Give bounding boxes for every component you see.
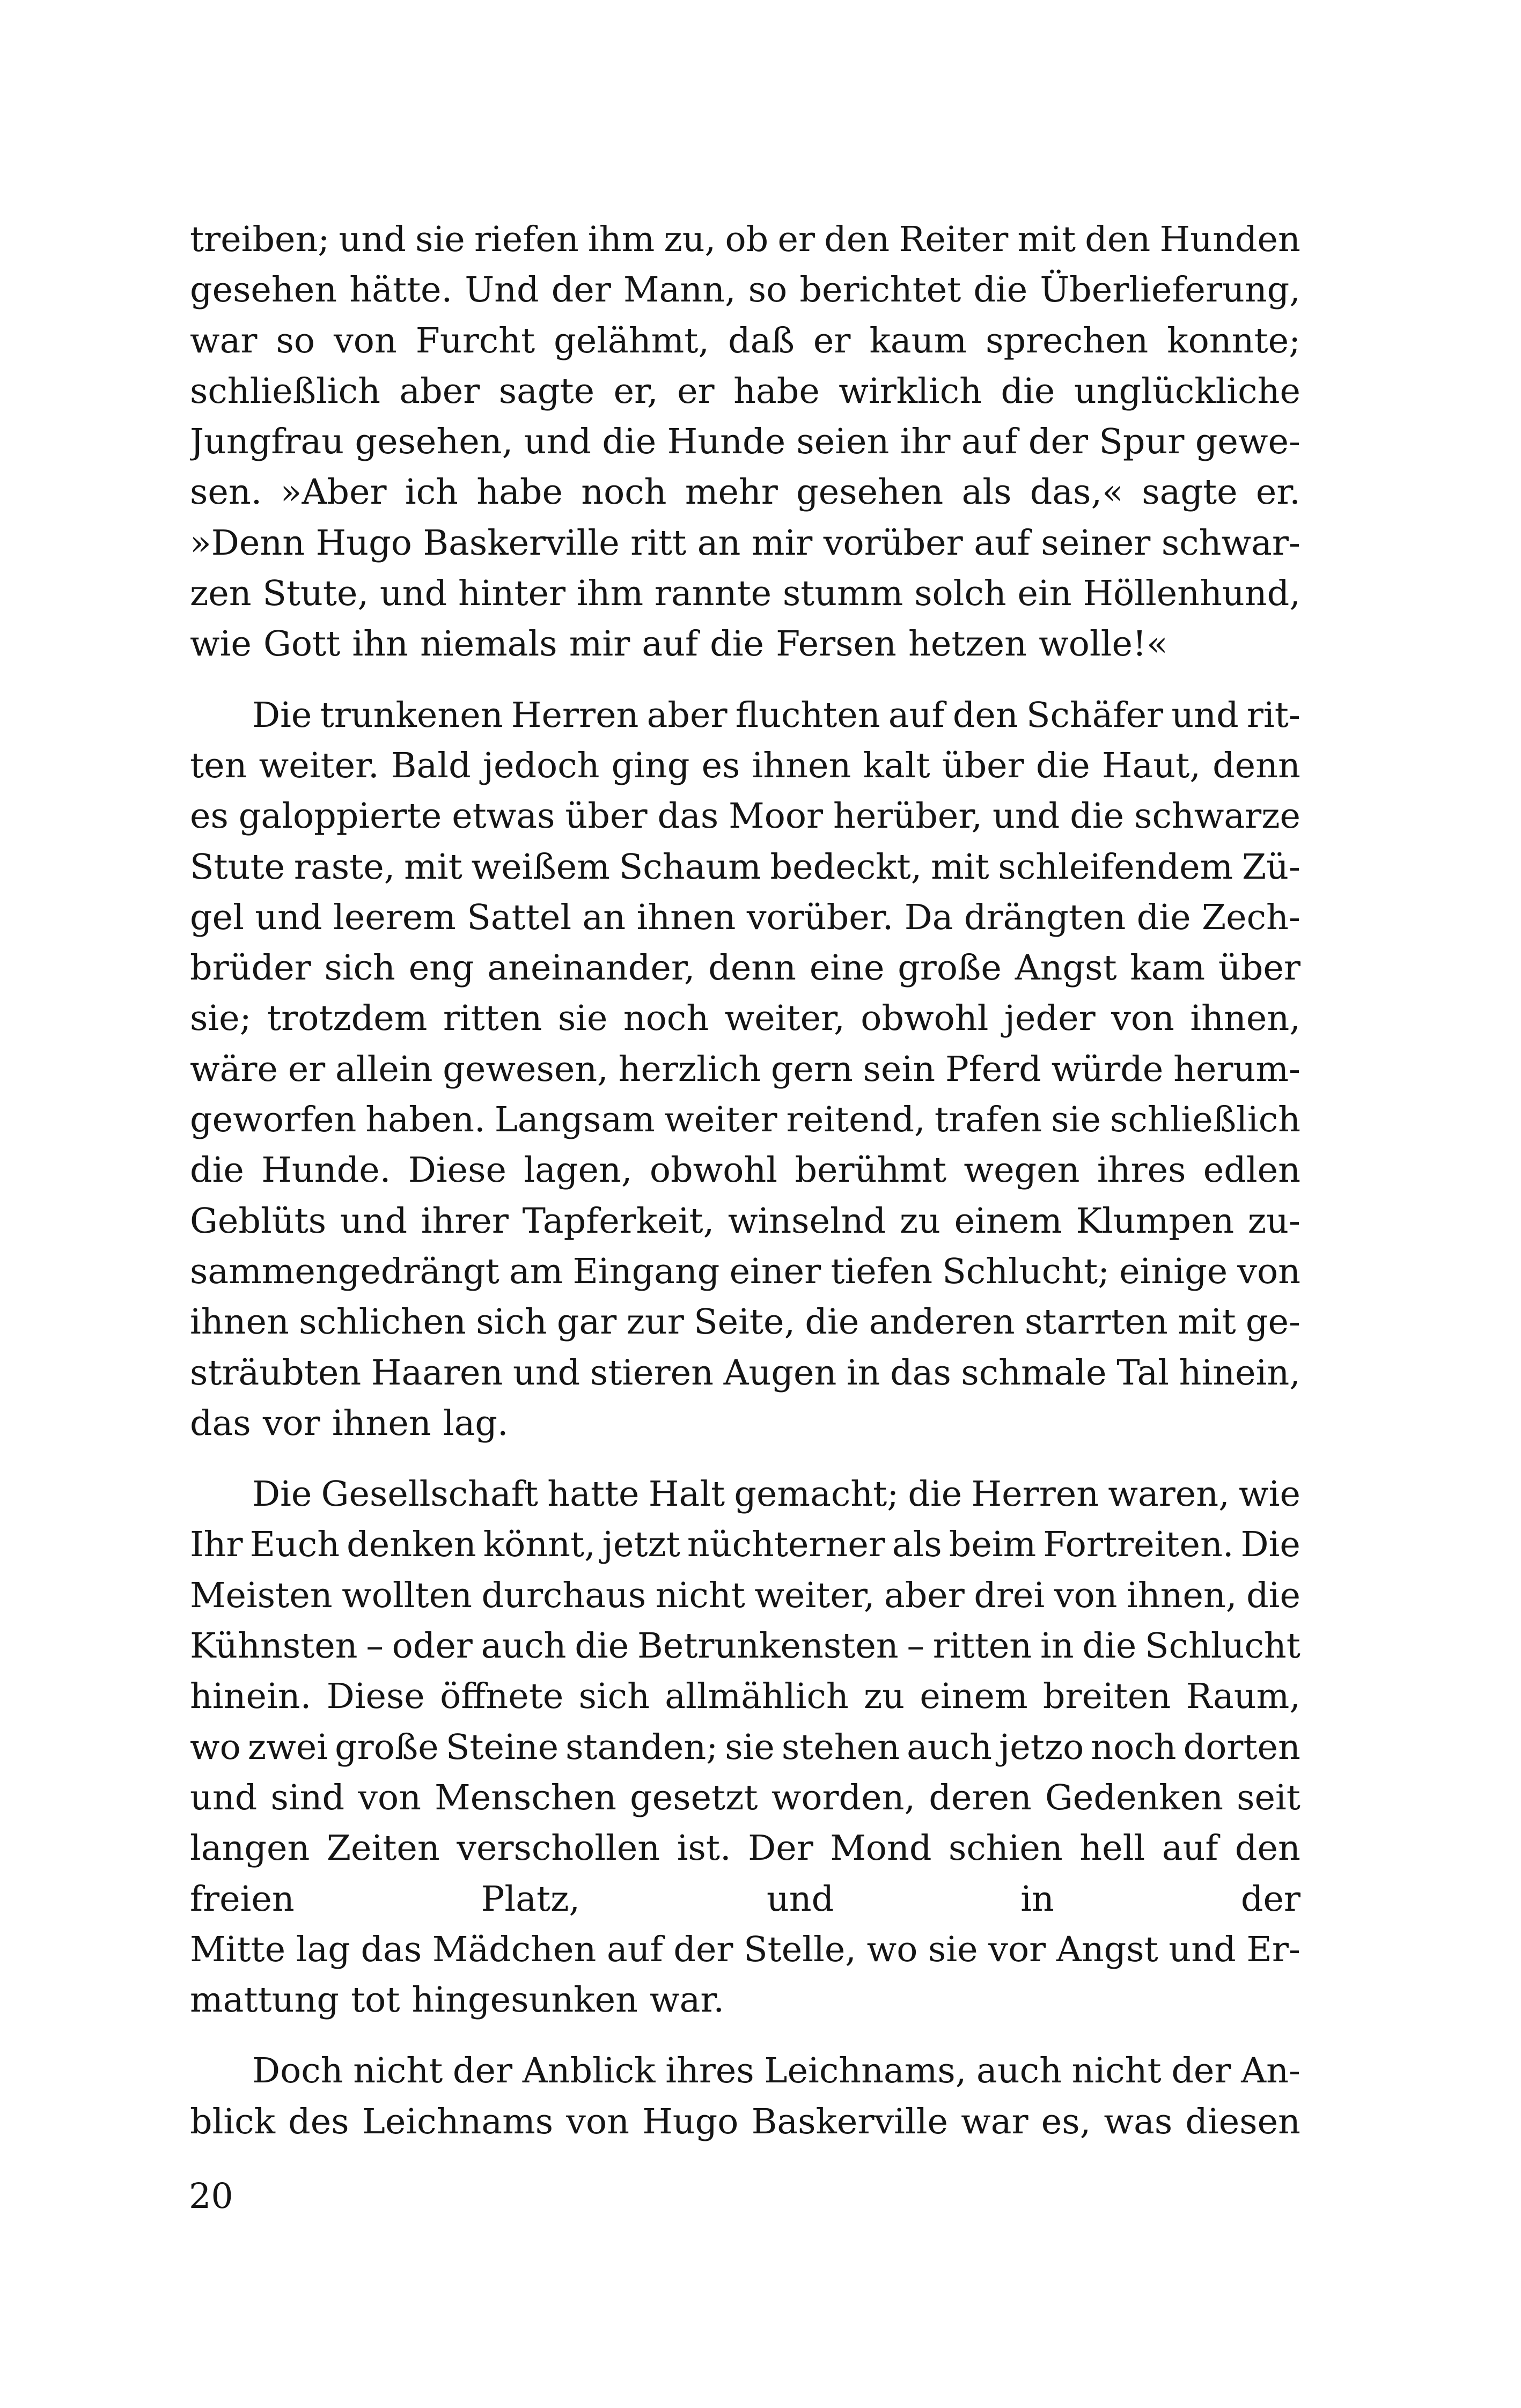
text-line: ihnen schlichen sich gar zur Seite, die anderen starrten mit ge- bbox=[190, 1302, 1300, 1343]
text-line: langen Zeiten verschollen ist. Der Mond schien hell auf den bbox=[190, 1828, 1300, 1869]
text-line: Doch nicht der Anblick ihres Leichnams, auch nicht der An- bbox=[252, 2051, 1300, 2092]
page-number: 20 bbox=[189, 2176, 233, 2216]
text-line: ten weiter. Bald jedoch ging es ihnen kalt über die Haut, denn bbox=[190, 745, 1300, 786]
text-line: blick des Leichnams von Hugo Baskerville war es, was diesen bbox=[190, 2101, 1300, 2142]
paragraph bbox=[190, 1469, 1300, 2026]
text-line: Kühnsten – oder auch die Betrunkensten – ritten in die Schlucht bbox=[190, 1626, 1300, 1667]
text-line: es galoppierte etwas über das Moor herüber, und die schwarze bbox=[190, 796, 1300, 837]
text-line: Die trunkenen Herren aber fluchten auf den Schäfer und rit- bbox=[252, 695, 1300, 735]
text-line: Geblüts und ihrer Tapferkeit, winselnd zu einem Klumpen zu- bbox=[190, 1201, 1300, 1241]
text-line: brüder sich eng aneinander, denn eine große Angst kam über bbox=[190, 948, 1300, 989]
text-line: »Denn Hugo Baskerville ritt an mir vorüber auf seiner schwar- bbox=[190, 522, 1300, 563]
text-line: war so von Furcht gelähmt, daß er kaum sprechen konnte; bbox=[190, 320, 1300, 361]
text-line: sammengedrängt am Eingang einer tiefen Schlucht; einige von bbox=[190, 1251, 1300, 1292]
text-line: Jungfrau gesehen, und die Hunde seien ihr auf der Spur gewe- bbox=[190, 422, 1300, 462]
text-line: geworfen haben. Langsam weiter reitend, trafen sie schließlich bbox=[190, 1100, 1300, 1140]
text-line: Stute raste, mit weißem Schaum bedeckt, mit schleifendem Zü- bbox=[190, 846, 1300, 887]
text-line: sträubten Haaren und stieren Augen in das schmale Tal hinein, bbox=[190, 1352, 1300, 1393]
text-line: die Hunde. Diese lagen, obwohl berühmt wegen ihres edlen bbox=[190, 1150, 1300, 1191]
text-line: treiben; und sie riefen ihm zu, ob er den Reiter mit den Hunden bbox=[190, 219, 1300, 260]
text-line: Meisten wollten durchaus nicht weiter, aber drei von ihnen, die bbox=[190, 1575, 1300, 1616]
body-text bbox=[190, 215, 1300, 2147]
paragraph bbox=[190, 215, 1300, 670]
text-line: Ihr Euch denken könnt, jetzt nüchterner als beim Fortreiten. Die bbox=[190, 1525, 1300, 1565]
text-line: schließlich aber sagte er, er habe wirklich die unglückliche bbox=[190, 371, 1300, 411]
text-line: wäre er allein gewesen, herzlich gern sein Pferd würde herum- bbox=[190, 1049, 1300, 1089]
text-line: sen. »Aber ich habe noch mehr gesehen als das,« sagte er. bbox=[190, 472, 1300, 513]
text-line: sie; trotzdem ritten sie noch weiter, obwohl jeder von ihnen, bbox=[190, 998, 1300, 1039]
text-line: wie Gott ihn niemals mir auf die Fersen hetzen wolle!« bbox=[190, 624, 1168, 665]
text-line: zen Stute, und hinter ihm rannte stumm solch ein Höllenhund, bbox=[190, 573, 1300, 614]
text-line: gel und leerem Sattel an ihnen vorüber. Da drängten die Zech- bbox=[190, 897, 1300, 938]
text-line: wo zwei große Steine standen; sie stehen auch jetzo noch dorten bbox=[190, 1727, 1300, 1768]
text-line: Die Gesellschaft hatte Halt gemacht; die Herren waren, wie bbox=[252, 1474, 1300, 1515]
paragraph bbox=[190, 2046, 1300, 2147]
paragraph bbox=[190, 690, 1300, 1449]
text-line: das vor ihnen lag. bbox=[190, 1403, 509, 1444]
text-line: Mitte lag das Mädchen auf der Stelle, wo sie vor Angst und Er- bbox=[190, 1929, 1300, 1970]
text-line: gesehen hätte. Und der Mann, so berichtet die Überlieferung, bbox=[190, 270, 1300, 311]
text-line: hinein. Diese öffnete sich allmählich zu einem breiten Raum, bbox=[190, 1676, 1300, 1717]
text-line: freien Platz, und in der bbox=[190, 1879, 1300, 1919]
text-line: und sind von Menschen gesetzt worden, deren Gedenken seit bbox=[190, 1777, 1300, 1818]
text-line: mattung tot hingesunken war. bbox=[190, 1980, 724, 2021]
